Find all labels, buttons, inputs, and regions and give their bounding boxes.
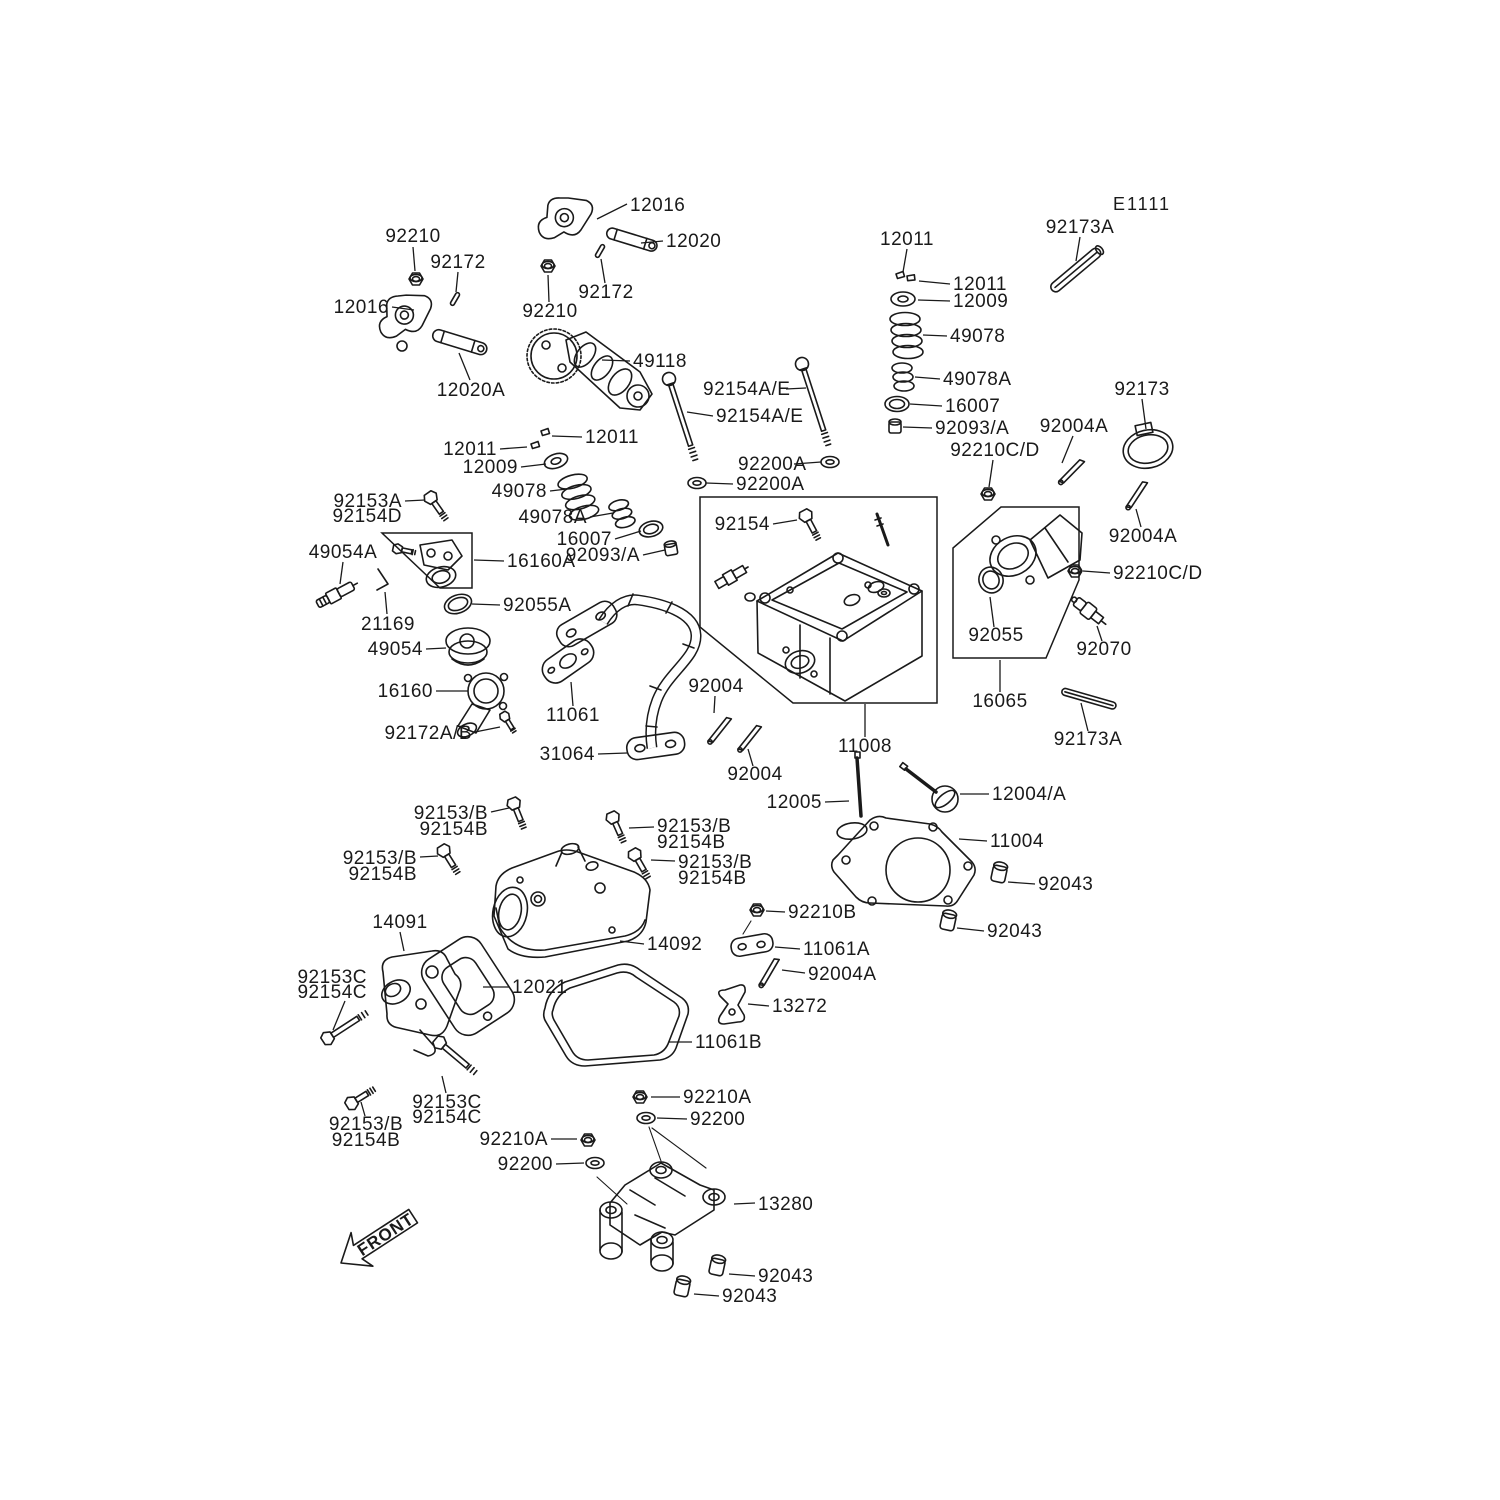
dowel-92043-holder-2 bbox=[673, 1275, 691, 1297]
part-label: 12011 bbox=[880, 229, 934, 250]
front-arrow-label: FRONT bbox=[353, 1209, 418, 1260]
leader-line bbox=[714, 696, 715, 713]
valve-stack-right-drawing bbox=[885, 272, 923, 434]
o-ring-92055-drawing bbox=[975, 564, 1006, 597]
pin-92004A-middle bbox=[1120, 480, 1152, 511]
part-label: 92200A bbox=[736, 474, 805, 495]
part-label: 92210A bbox=[479, 1129, 548, 1150]
leader-line bbox=[472, 604, 500, 605]
pin-92172-top bbox=[595, 244, 605, 258]
gasket-11061-drawing bbox=[538, 634, 599, 687]
leader-line bbox=[734, 1203, 755, 1204]
leader-line bbox=[959, 839, 987, 841]
part-label: 92093/A bbox=[935, 418, 1010, 439]
leader-line bbox=[923, 335, 947, 336]
leader-line bbox=[643, 550, 665, 555]
part-label: 92172 bbox=[430, 252, 486, 273]
clamp-92173-drawing bbox=[1120, 422, 1177, 472]
bolt-92154 bbox=[797, 507, 824, 542]
pin-92004A-upper bbox=[1054, 458, 1088, 485]
cover-bolt-1 bbox=[505, 796, 530, 831]
leader-line bbox=[687, 412, 713, 416]
leader-line bbox=[729, 1274, 755, 1276]
leader-line bbox=[629, 827, 654, 828]
plate-12021-drawing bbox=[416, 931, 521, 1042]
part-label: 92154B bbox=[348, 864, 417, 885]
leader-line bbox=[657, 1118, 687, 1119]
leader-line bbox=[989, 460, 993, 487]
part-label: 92200A bbox=[738, 454, 807, 475]
part-label: 92210B bbox=[788, 902, 857, 923]
nut-92210CD-lower bbox=[1068, 565, 1082, 577]
part-label: 92210A bbox=[683, 1087, 752, 1108]
part-label: 92153/B bbox=[342, 848, 417, 869]
bolt-92153A bbox=[422, 489, 452, 523]
leader-line bbox=[1136, 509, 1141, 527]
part-label: 92004A bbox=[808, 964, 877, 985]
part-label: 92200 bbox=[497, 1154, 553, 1175]
part-label: 13280 bbox=[758, 1194, 814, 1215]
part-label: 92004A bbox=[1039, 416, 1109, 437]
bolt-92172AB bbox=[498, 710, 518, 734]
valve-12004A-drawing bbox=[900, 763, 958, 812]
rocker-arm-top-drawing bbox=[536, 191, 594, 248]
part-label: 12016 bbox=[333, 297, 389, 318]
pin-92004-upper bbox=[703, 716, 736, 745]
leader-line bbox=[456, 272, 458, 292]
thermostat-49054-drawing bbox=[446, 628, 490, 665]
part-label: 92055 bbox=[968, 625, 1024, 646]
part-label: 49054 bbox=[367, 639, 423, 660]
part-label: 49078A bbox=[943, 369, 1012, 390]
intake-manifold-drawing bbox=[983, 515, 1082, 584]
leader-line bbox=[571, 682, 573, 706]
leader-line bbox=[385, 592, 387, 614]
part-label: 92154B bbox=[657, 832, 726, 853]
leader-line bbox=[1076, 237, 1080, 261]
strip-92173A-bottom-drawing bbox=[1061, 688, 1117, 710]
part-label: 16160 bbox=[377, 681, 433, 702]
dowel-92043-head-1 bbox=[990, 861, 1008, 883]
thermostat-fitting-16160A-drawing bbox=[392, 540, 462, 591]
part-label: 92153C bbox=[412, 1092, 482, 1113]
rocker-shaft-12020-drawing bbox=[605, 227, 658, 253]
part-label: 92043 bbox=[987, 921, 1043, 942]
leader-line bbox=[597, 204, 627, 219]
part-label: 92200 bbox=[690, 1109, 746, 1130]
gasket-11061A-drawing bbox=[730, 932, 774, 957]
leader-line bbox=[442, 1076, 446, 1093]
bolt-92153C-2 bbox=[431, 1034, 480, 1078]
nut-92210CD-upper bbox=[981, 488, 995, 500]
washer-92200A-left bbox=[688, 478, 706, 489]
part-label: 16007 bbox=[556, 529, 612, 550]
pin-92004-lower bbox=[733, 724, 766, 753]
nut-92210A-right bbox=[633, 1091, 647, 1103]
part-label: 12005 bbox=[766, 792, 822, 813]
part-label: 12011 bbox=[443, 439, 497, 460]
leader-line bbox=[521, 464, 546, 467]
leader-line bbox=[782, 970, 805, 973]
part-label: 92210 bbox=[385, 226, 441, 247]
head-bolt-left bbox=[661, 371, 702, 462]
part-label: 92154C bbox=[412, 1107, 482, 1128]
part-label: 92210C/D bbox=[1113, 563, 1203, 584]
part-label: 92043 bbox=[722, 1286, 778, 1307]
leader-line bbox=[651, 860, 675, 861]
part-label: 12009 bbox=[953, 291, 1009, 312]
bracket-13272-drawing bbox=[719, 985, 745, 1024]
page-code: E1111 bbox=[1113, 194, 1172, 214]
spark-plug-92070-drawing bbox=[1068, 593, 1110, 630]
leader-line bbox=[400, 932, 404, 951]
leader-line bbox=[601, 259, 605, 283]
leader-line bbox=[706, 483, 733, 484]
part-label: 49078A bbox=[518, 507, 587, 528]
part-label: 16065 bbox=[972, 691, 1028, 712]
leader-line bbox=[459, 353, 470, 380]
washer-92200A-right bbox=[821, 457, 839, 468]
cover-bolt-2 bbox=[604, 810, 630, 845]
leader-line bbox=[340, 562, 343, 584]
part-label: 92153A bbox=[333, 491, 402, 512]
cylinder-head-drawing bbox=[757, 553, 922, 701]
part-label: 92043 bbox=[758, 1266, 814, 1287]
part-label: 49078 bbox=[950, 326, 1006, 347]
leader-line bbox=[405, 500, 425, 501]
leader-line bbox=[556, 1163, 584, 1164]
leader-line bbox=[1062, 436, 1073, 463]
leader-line bbox=[548, 275, 549, 302]
nut-92210-top bbox=[541, 260, 555, 272]
leader-line bbox=[748, 1004, 769, 1006]
part-label: 13272 bbox=[772, 996, 828, 1017]
leader-line bbox=[918, 300, 950, 301]
part-label: 12004/A bbox=[992, 784, 1067, 805]
part-label: 92154 bbox=[714, 514, 770, 535]
leader-line bbox=[773, 520, 797, 524]
gasket-92055A-drawing bbox=[442, 591, 474, 617]
part-label: 92154D bbox=[332, 506, 402, 527]
oil-pipe-31064-drawing bbox=[553, 594, 696, 761]
part-label: 49054A bbox=[308, 542, 378, 563]
part-label: 92173A bbox=[1053, 729, 1123, 750]
rocker-shaft-12020A-drawing bbox=[431, 328, 488, 356]
part-label: 16007 bbox=[945, 396, 1001, 417]
bolt-92153B-bottom bbox=[343, 1083, 378, 1112]
leader-line bbox=[474, 560, 504, 561]
part-label: 12016 bbox=[630, 195, 686, 216]
part-label: 92153/B bbox=[678, 852, 753, 873]
part-label: 11061B bbox=[695, 1032, 763, 1053]
dowel-92043-head-2 bbox=[939, 909, 957, 931]
part-label: 14091 bbox=[372, 912, 428, 933]
nut-92210-left bbox=[409, 273, 423, 285]
part-label: 12011 bbox=[585, 427, 639, 448]
leader-line bbox=[957, 928, 984, 931]
leader-line bbox=[552, 436, 582, 437]
part-label: 92055A bbox=[503, 595, 572, 616]
part-label: 12009 bbox=[462, 457, 518, 478]
leader-line bbox=[694, 1294, 719, 1296]
part-label: 49118 bbox=[633, 351, 687, 372]
leader-line bbox=[1081, 703, 1088, 731]
part-label: 92070 bbox=[1076, 639, 1132, 660]
oil-sensor-drawing bbox=[714, 562, 751, 590]
part-label: 92153/B bbox=[328, 1114, 404, 1135]
nut-92210A-left bbox=[581, 1134, 595, 1146]
leader-line bbox=[775, 947, 800, 949]
part-label: 92154B bbox=[678, 868, 747, 889]
leader-line bbox=[903, 249, 907, 272]
leader-line bbox=[990, 597, 994, 627]
part-label: 92154C bbox=[297, 982, 367, 1003]
small-o-ring-drawing bbox=[745, 593, 755, 601]
head-gasket-11004-drawing bbox=[832, 816, 975, 906]
leader-line bbox=[919, 281, 950, 284]
part-label: 92004A bbox=[1108, 526, 1178, 547]
leader-line bbox=[602, 360, 630, 361]
leader-line bbox=[903, 427, 932, 428]
part-label: 92153/B bbox=[657, 816, 732, 837]
part-label: 12021 bbox=[512, 977, 568, 998]
front-direction-arrow bbox=[330, 1199, 424, 1279]
part-label: 92172A/B bbox=[384, 723, 472, 744]
bolt-92153C-1 bbox=[319, 1007, 370, 1047]
dowel-92043-holder-1 bbox=[708, 1254, 726, 1276]
part-labels bbox=[297, 195, 1202, 1307]
part-label: 21169 bbox=[361, 614, 415, 635]
leader-line bbox=[491, 808, 509, 812]
part-label: 12020 bbox=[666, 231, 722, 252]
part-label: 12011 bbox=[953, 274, 1007, 295]
part-label: 16160A bbox=[507, 551, 576, 572]
part-label: 92153/B bbox=[413, 803, 488, 824]
pin-92172-left bbox=[450, 292, 460, 306]
part-label: 92153C bbox=[297, 967, 367, 988]
cover-bolt-4 bbox=[435, 842, 464, 877]
part-label: 92173 bbox=[1114, 379, 1170, 400]
rod-21169-drawing bbox=[377, 569, 388, 590]
part-label: 11008 bbox=[838, 736, 892, 757]
part-label: 92210 bbox=[522, 301, 578, 322]
part-label: 92210C/D bbox=[950, 440, 1040, 461]
part-label: 92154A/E bbox=[703, 379, 791, 400]
part-label: 12020A bbox=[436, 380, 506, 401]
leader-line bbox=[420, 856, 438, 857]
washer-92200-right bbox=[637, 1113, 655, 1124]
washer-92200-left bbox=[586, 1158, 604, 1169]
valve-cover-14092-drawing bbox=[488, 842, 650, 957]
part-label: 11061 bbox=[546, 705, 600, 726]
leader-line bbox=[910, 404, 942, 406]
leader-line bbox=[500, 447, 527, 449]
water-temp-sensor-49054A-drawing bbox=[315, 578, 360, 610]
part-label: 92093/A bbox=[565, 545, 640, 566]
part-label: 92173A bbox=[1045, 217, 1115, 238]
part-label: 92154B bbox=[331, 1130, 401, 1151]
leader-line bbox=[915, 377, 940, 379]
part-label: 11061A bbox=[803, 939, 871, 960]
leader-line bbox=[1083, 571, 1110, 573]
part-label: 92154A/E bbox=[716, 406, 804, 427]
part-label: 49078 bbox=[491, 481, 547, 502]
part-label: 11004 bbox=[990, 831, 1044, 852]
part-label: 92154B bbox=[419, 819, 488, 840]
leader-line bbox=[413, 247, 415, 271]
leader-line bbox=[766, 911, 785, 912]
camshaft-holder-13280-drawing bbox=[600, 1162, 725, 1271]
part-label: 92043 bbox=[1038, 874, 1094, 895]
part-label: 92172 bbox=[578, 282, 634, 303]
nut-92210B bbox=[750, 904, 764, 916]
part-label: 31064 bbox=[539, 744, 595, 765]
head-bolt-right bbox=[794, 356, 835, 447]
leader-line bbox=[825, 801, 849, 802]
leader-line bbox=[426, 648, 446, 649]
part-label: 14092 bbox=[647, 934, 703, 955]
part-label: 92004 bbox=[727, 764, 783, 785]
pin-92004A-bottom bbox=[753, 957, 784, 989]
part-label: 92004 bbox=[688, 676, 744, 697]
leader-line bbox=[615, 531, 641, 539]
leader-line bbox=[1008, 882, 1035, 884]
leader-line bbox=[598, 753, 627, 754]
